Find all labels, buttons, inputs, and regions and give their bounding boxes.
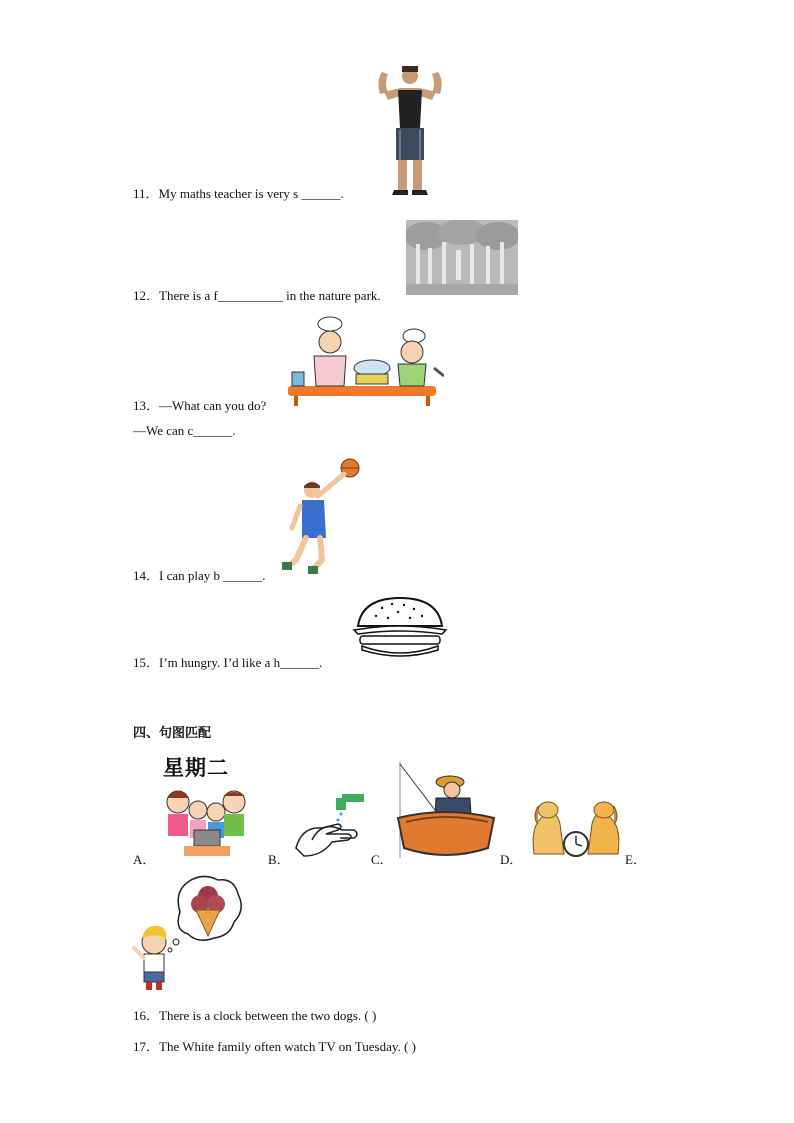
hamburger-image bbox=[352, 596, 448, 660]
option-a-label: A． bbox=[133, 852, 156, 867]
option-e-label: E． bbox=[625, 852, 646, 867]
washing-hands-image bbox=[292, 790, 368, 862]
forest-image bbox=[406, 220, 518, 295]
question-13-answer: —We can c______. bbox=[133, 423, 236, 438]
question-12: 12．There is a f__________ in the nature park. bbox=[133, 288, 381, 303]
section-heading: 四、句图匹配 bbox=[133, 726, 212, 741]
option-d-label: D． bbox=[500, 852, 523, 867]
family-watching-tv-image bbox=[160, 784, 252, 858]
question-16: 16．There is a clock between the two dogs. ( ) bbox=[133, 1008, 377, 1023]
fishing-boat-image bbox=[396, 762, 498, 862]
question-13-prompt: 13．—What can you do? bbox=[133, 398, 267, 413]
basketball-player-image bbox=[282, 456, 364, 576]
question-11: 11．My maths teacher is very s ______. bbox=[133, 186, 344, 201]
option-b-label: B． bbox=[268, 852, 290, 867]
question-15: 15．I’m hungry. I’d like a h______. bbox=[133, 655, 323, 670]
question-14: 14．I can play b ______. bbox=[133, 568, 266, 583]
kids-cooking-image bbox=[284, 316, 444, 408]
option-c-label: C． bbox=[371, 852, 393, 867]
strong-man-image bbox=[370, 64, 450, 196]
question-17: 17．The White family often watch TV on Tuesday. ( ) bbox=[133, 1039, 416, 1054]
dogs-and-clock-image bbox=[526, 794, 626, 862]
weekday-label: 星期二 bbox=[163, 756, 229, 780]
boy-ice-cream-image bbox=[130, 872, 246, 992]
